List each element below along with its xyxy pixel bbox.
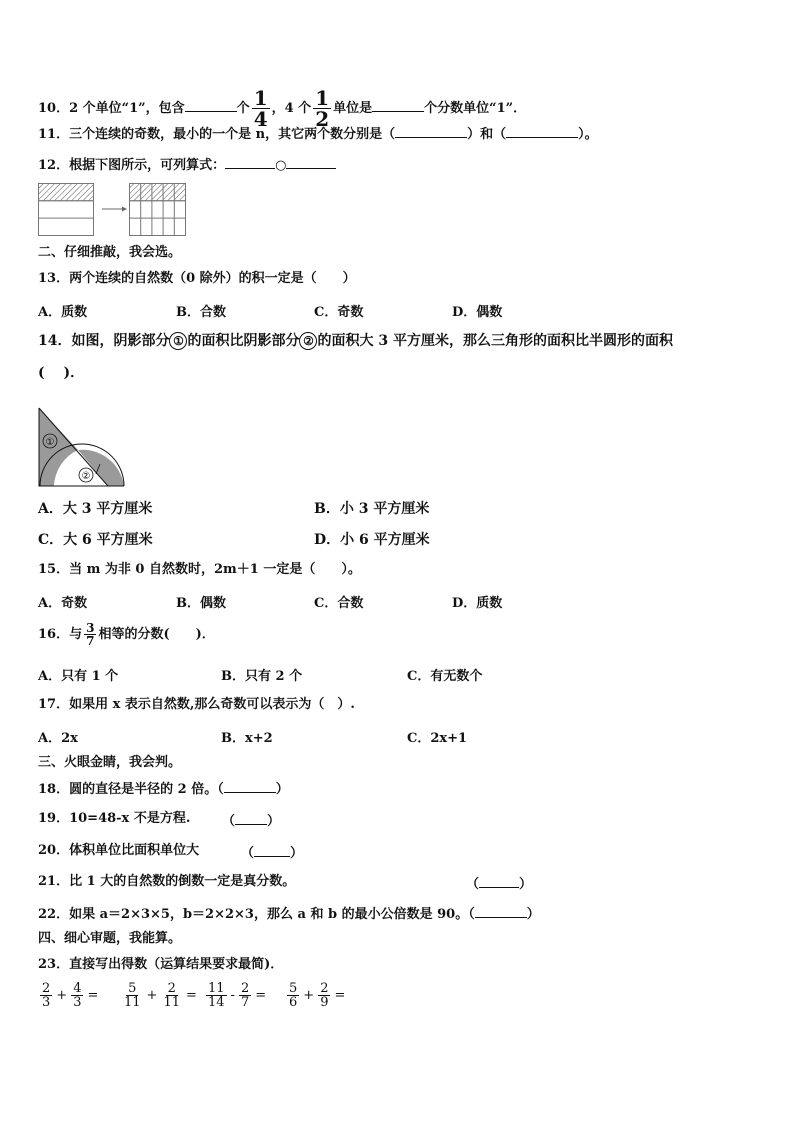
q14-circled-1: ① bbox=[169, 332, 187, 350]
question-12 bbox=[38, 155, 336, 175]
expr1-b-numerator: 4 bbox=[73, 981, 82, 996]
q13-option-d[interactable]: D．偶数 bbox=[452, 305, 503, 320]
expr3-a-numerator: 11 bbox=[208, 981, 225, 996]
question-14 bbox=[38, 332, 673, 350]
q21-text: 21．比 1 大的自然数的倒数一定是真分数。 bbox=[38, 874, 296, 889]
question-22 bbox=[38, 904, 540, 924]
question-15: 15．当 m 为非 0 自然数时，2m＋1 一定是（ ）。 bbox=[38, 562, 361, 577]
q21-blank[interactable] bbox=[479, 874, 519, 888]
expr3-b-denominator: 7 bbox=[240, 995, 250, 1010]
q22-blank[interactable] bbox=[475, 904, 527, 918]
expr3-b-numerator: 2 bbox=[240, 981, 250, 996]
q15-option-c[interactable]: C．合数 bbox=[314, 596, 364, 611]
expr3-frac-a bbox=[206, 982, 227, 1009]
q23-expression-2 bbox=[120, 982, 199, 1009]
expr4-b-denominator: 9 bbox=[320, 995, 329, 1010]
expr2-equals: = bbox=[186, 988, 197, 1003]
q14-text-c: 的面积大 3 平方厘米，那么三角形的面积比半圆形的面积 bbox=[317, 333, 673, 349]
question-19 bbox=[38, 810, 190, 828]
q16-frac-denominator: 7 bbox=[86, 634, 95, 648]
q21-answer bbox=[466, 873, 532, 892]
q21-close-paren: ） bbox=[519, 877, 533, 892]
q18-text: 18．圆的直径是半径的 2 倍。（ bbox=[38, 782, 224, 797]
q14-option-d[interactable]: D．小 6 平方厘米 bbox=[314, 532, 430, 548]
q10-text-pre: 10．2 个单位“1”，包含 bbox=[38, 101, 185, 116]
q10-text-mid3: 单位是 bbox=[333, 101, 373, 116]
q16-frac-numerator: 3 bbox=[86, 621, 95, 635]
question-13: 13．两个连续的自然数（0 除外）的积一定是（ ） bbox=[38, 271, 356, 286]
q14-option-a[interactable]: A．大 3 平方厘米 bbox=[38, 501, 153, 517]
left-rectangle bbox=[39, 184, 94, 236]
q10-text-mid2: ，4 个 bbox=[271, 101, 312, 116]
q12-grid-figure bbox=[38, 183, 218, 239]
question-18 bbox=[38, 779, 289, 799]
q10-fraction-2 bbox=[313, 88, 331, 129]
q10-frac1-denominator: 4 bbox=[253, 107, 268, 131]
right-rectangle bbox=[130, 184, 186, 236]
q12-blank-1[interactable] bbox=[225, 155, 275, 169]
expr2-frac-b bbox=[161, 982, 182, 1009]
expr2-operator: + bbox=[146, 988, 158, 1003]
question-23: 23．直接写出得数（运算结果要求最简)． bbox=[38, 957, 284, 972]
expr4-frac-a bbox=[287, 982, 299, 1009]
question-17: 17．如果用 x 表示自然数,那么奇数可以表示为（ ）. bbox=[38, 697, 355, 712]
q22-text: 22．如果 a＝2×3×5，b＝2×2×3，那么 a 和 b 的最小公倍数是 90。（ bbox=[38, 907, 475, 922]
q10-text-mid1: 个 bbox=[236, 101, 250, 116]
expr4-operator: + bbox=[303, 988, 315, 1003]
section-2-heading: 二、仔细推敲，我会选。 bbox=[38, 245, 182, 260]
expr1-equals: = bbox=[87, 988, 99, 1003]
q17-option-c[interactable]: C．2x+1 bbox=[407, 731, 468, 746]
figure-label-1: ① bbox=[45, 437, 55, 448]
q23-expression-3 bbox=[204, 982, 268, 1009]
q16-option-b[interactable]: B．只有 2 个 bbox=[221, 669, 303, 684]
q17-option-a[interactable]: A．2x bbox=[38, 731, 78, 746]
q20-answer bbox=[241, 842, 303, 861]
question-10 bbox=[38, 88, 526, 129]
q20-text: 20．体积单位比面积单位大 bbox=[38, 843, 200, 858]
expr3-a-denominator: 14 bbox=[208, 995, 225, 1010]
q15-option-b[interactable]: B．偶数 bbox=[176, 596, 226, 611]
q18-blank[interactable] bbox=[224, 779, 276, 793]
q19-close-paren: ） bbox=[267, 814, 281, 829]
q11-blank-1[interactable] bbox=[395, 124, 467, 138]
q16-text-pre: 16．与 bbox=[38, 627, 83, 642]
q14-option-b[interactable]: B．小 3 平方厘米 bbox=[314, 501, 430, 517]
q16-option-c[interactable]: C．有无数个 bbox=[407, 669, 483, 684]
expr1-b-denominator: 3 bbox=[73, 995, 82, 1010]
arrow-icon bbox=[102, 207, 127, 212]
q14-circled-2: ② bbox=[299, 332, 317, 350]
q11-blank-2[interactable] bbox=[506, 124, 578, 138]
expr4-equals: = bbox=[334, 988, 346, 1003]
q10-fraction-1 bbox=[252, 88, 270, 129]
q20-open-paren: （ bbox=[241, 846, 255, 861]
expr1-frac-b bbox=[71, 982, 83, 1009]
q23-expression-4 bbox=[285, 982, 347, 1009]
expr1-a-denominator: 3 bbox=[42, 995, 51, 1010]
q14-text-b: 的面积比阴影部分 bbox=[187, 333, 300, 349]
expr3-operator: - bbox=[230, 988, 235, 1003]
section-4-heading: 四、细心审题，我能算。 bbox=[38, 931, 182, 946]
expr4-frac-b bbox=[318, 982, 330, 1009]
expr2-b-numerator: 2 bbox=[167, 981, 176, 996]
q19-answer bbox=[222, 810, 280, 829]
q12-text: 12．根据下图所示，可列算式： bbox=[38, 158, 226, 173]
expr1-a-numerator: 2 bbox=[42, 981, 51, 996]
q22-text-post: ） bbox=[526, 907, 540, 922]
q20-close-paren: ） bbox=[290, 846, 304, 861]
q11-text: 11．三个连续的奇数，最小的一个是 n，其它两个数分别是（ bbox=[38, 127, 396, 142]
q21-open-paren: （ bbox=[466, 877, 480, 892]
expr4-a-denominator: 6 bbox=[289, 995, 298, 1010]
q10-frac2-numerator: 1 bbox=[315, 86, 330, 110]
q13-option-a[interactable]: A．质数 bbox=[38, 305, 88, 320]
q13-option-b[interactable]: B．合数 bbox=[176, 305, 226, 320]
q11-text-post: ）。 bbox=[578, 127, 598, 142]
q16-text-post: 相等的分数( )． bbox=[98, 627, 215, 642]
expr4-a-numerator: 5 bbox=[289, 981, 298, 996]
expr2-a-numerator: 5 bbox=[128, 981, 137, 996]
expr1-frac-a bbox=[40, 982, 52, 1009]
q19-blank[interactable] bbox=[235, 811, 267, 825]
q20-blank[interactable] bbox=[254, 843, 290, 857]
expr2-frac-a bbox=[122, 982, 143, 1009]
expr3-frac-b bbox=[239, 982, 251, 1009]
q14-triangle-semicircle-figure bbox=[36, 404, 130, 490]
q16-fraction bbox=[84, 622, 96, 647]
q16-option-a[interactable]: A．只有 1 个 bbox=[38, 669, 119, 684]
expr4-b-numerator: 2 bbox=[320, 981, 329, 996]
q15-option-a[interactable]: A．奇数 bbox=[38, 596, 88, 611]
q10-frac1-numerator: 1 bbox=[253, 86, 268, 110]
q10-text-post: 个分数单位“1”． bbox=[424, 101, 527, 116]
expr1-operator: + bbox=[56, 988, 68, 1003]
question-11 bbox=[38, 124, 598, 144]
q14-option-c[interactable]: C．大 6 平方厘米 bbox=[38, 532, 153, 548]
q18-text-post: ） bbox=[275, 782, 289, 797]
q11-text-mid: ）和（ bbox=[467, 127, 507, 142]
q12-blank-2[interactable] bbox=[286, 155, 336, 169]
q23-expression-1 bbox=[38, 982, 100, 1009]
question-21 bbox=[38, 873, 295, 891]
q14-text-a: 14．如图，阴影部分 bbox=[38, 333, 170, 349]
expr2-b-denominator: 11 bbox=[163, 995, 180, 1010]
q19-open-paren: （ bbox=[222, 814, 236, 829]
expr3-equals: = bbox=[255, 988, 267, 1003]
section-3-heading: 三、火眼金睛，我会判。 bbox=[38, 755, 182, 770]
q15-option-d[interactable]: D．质数 bbox=[452, 596, 503, 611]
q10-frac2-denominator: 2 bbox=[315, 107, 330, 131]
q10-blank-2[interactable] bbox=[372, 98, 424, 112]
q14-answer-paren: ( )． bbox=[38, 365, 85, 381]
question-20 bbox=[38, 842, 199, 860]
q12-operator: ○ bbox=[275, 158, 287, 173]
question-16 bbox=[38, 622, 215, 647]
q10-blank-1[interactable] bbox=[185, 98, 237, 112]
expr2-a-denominator: 11 bbox=[124, 995, 141, 1010]
figure-label-2: ② bbox=[81, 471, 91, 482]
q19-text: 19．10=48-x 不是方程. bbox=[38, 811, 191, 826]
q13-option-c[interactable]: C．奇数 bbox=[314, 305, 364, 320]
q17-option-b[interactable]: B．x+2 bbox=[221, 731, 273, 746]
